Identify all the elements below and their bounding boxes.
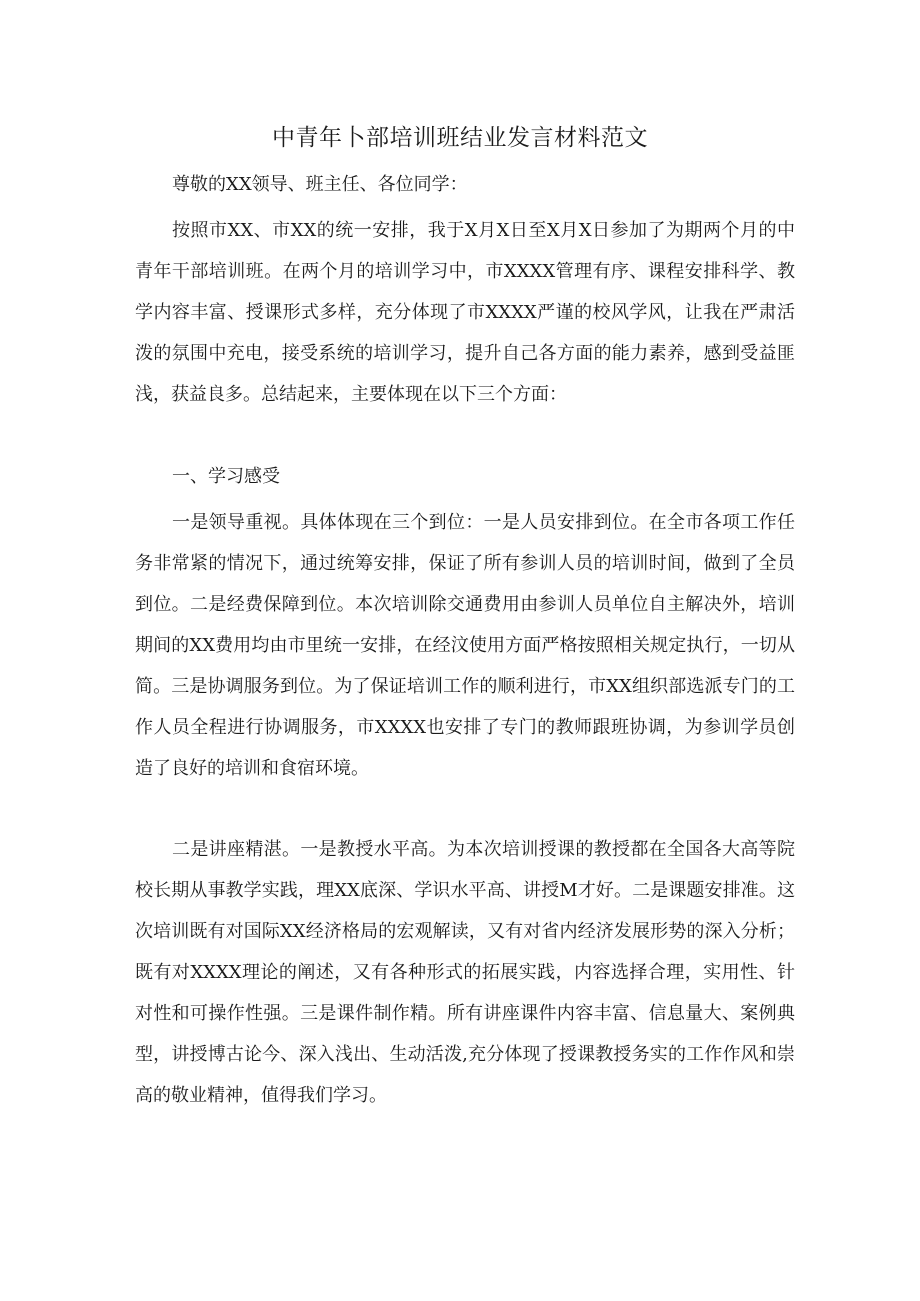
salutation: 尊敬的XX领导、班主任、各位同学： [172, 174, 468, 195]
paragraph-1-block [135, 210, 795, 415]
salutation-block [135, 164, 795, 205]
section-heading-1: 一、学习感受 [172, 466, 280, 487]
paragraph-1: 按照市XX、市XX的统一安排，我于X月X日至X月X日参加了为期两个月的中青年干部培训班。在两个月的培训学习中，市XXXX管理有序、课程安排科学、教学内容丰富、授课形式多样，充分体现了市XXXX严谨的校风学风，让我在严肃活泼的氛围中充电，接受系统的培训学习，提升自己各方面的能力素养，感到受益匪浅，获益良多。总结起来，主要体现在以下三个方面： [135, 220, 795, 405]
paragraph-3-block [135, 829, 795, 1116]
document-title: 中青年卜部培训班结业发言材料范文 [272, 125, 648, 151]
section-heading-block [135, 456, 795, 497]
paragraph-3: 二是讲座精湛。一是教授水平高。为本次培训授课的教授都在全国各大高等院校长期从事教学实践，理XX底深、学识水平高、讲授M才好。二是课题安排准。这次培训既有对国际XX经济格局的宏观解读，又有对省内经济发展形势的深入分析；既有对XXXX理论的阐述，又有各种形式的拓展实践，内容选择合理，实用性、针对性和可操作性强。三是课件制作精。所有讲座课件内容丰富、信息量大、案例典型，讲授博古论今、深入浅出、生动活泼,充分体现了授课教授务实的工作作风和崇高的敬业精神，值得我们学习。 [135, 839, 795, 1106]
paragraph-2-block [135, 502, 795, 789]
paragraph-2: 一是领导重视。具体体现在三个到位：一是人员安排到位。在全市各项工作任务非常紧的情况下，通过统筹安排，保证了所有参训人员的培训时间，做到了全员到位。二是经费保障到位。本次培训除交通费用由参训人员单位自主解决外，培训期间的XX费用均由市里统一安排，在经汶使用方面严格按照相关规定执行，一切从简。三是协调服务到位。为了保证培训工作的顺利进行，市XX组织部选派专门的工作人员全程进行协调服务，市XXXX也安排了专门的教师跟班协调，为参训学员创造了良好的培训和食宿环境。 [135, 512, 795, 779]
